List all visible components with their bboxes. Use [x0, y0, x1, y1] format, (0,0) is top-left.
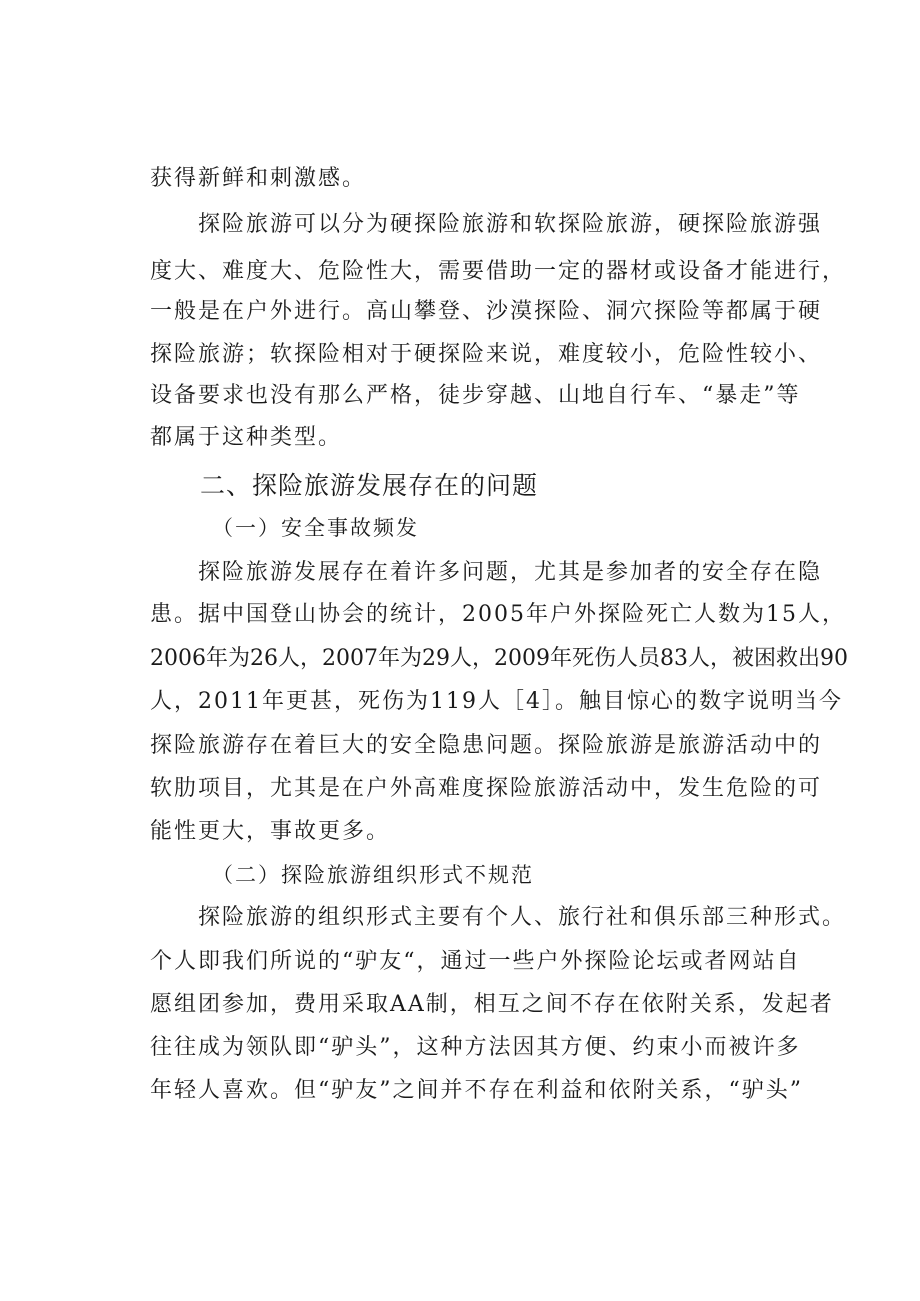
text-line: 软肋项目，尤其是在户外高难度探险旅游活动中，发生危险的可	[150, 776, 823, 801]
text-line: 探险旅游存在着巨大的安全隐患问题。探险旅游是旅游活动中的	[150, 733, 823, 758]
text-line: 获得新鲜和刺激感。	[150, 166, 367, 191]
paragraph-first-line: 探险旅游的组织形式主要有个人、旅行社和俱乐部三种形式。	[198, 905, 847, 930]
text-line: 设备要求也没有那么严格，徒步穿越、山地自行车、“暴走”等	[150, 383, 801, 408]
paragraph-first-line: 探险旅游发展存在着许多问题，尤其是参加者的安全存在隐	[198, 560, 823, 585]
text-line: 能性更大，事故更多。	[150, 819, 391, 844]
text-line: 2006年为26人，2007年为29人，2009年死伤人员83人，被困救出90	[150, 646, 848, 671]
text-line: 都属于这种类型。	[150, 425, 343, 450]
paragraph-first-line: 探险旅游可以分为硬探险旅游和软探险旅游，硬探险旅游强	[198, 212, 823, 237]
text-line: 年轻人喜欢。但“驴友”之间并不存在利益和依附关系，“驴头”	[150, 1078, 803, 1103]
subsection-heading: （二）探险旅游组织形式不规范	[212, 863, 534, 887]
text-line: 个人即我们所说的“驴友“，通过一些户外探险论坛或者网站自	[150, 949, 801, 974]
text-line: 度大、难度大、危险性大，需要借助一定的器材或设备才能进行，	[150, 259, 847, 284]
text-line: 愿组团参加，费用采取AA制，相互之间不存在依附关系，发起者	[150, 992, 834, 1017]
subsection-heading: （一）安全事故频发	[212, 516, 419, 540]
text-line: 往往成为领队即“驴头”，这种方法因其方便、约束小而被许多	[150, 1035, 801, 1060]
text-line: 人，2011年更甚，死伤为119人［4］。触目惊心的数字说明当今	[150, 689, 843, 714]
text-line: 一般是在户外进行。高山攀登、沙漠探险、洞穴探险等都属于硬	[150, 299, 823, 324]
text-line: 探险旅游；软探险相对于硬探险来说，难度较小，危险性较小、	[150, 342, 823, 367]
text-line: 患。据中国登山协会的统计，2005年户外探险死亡人数为15人，	[150, 602, 846, 627]
section-heading: 二、探险旅游发展存在的问题	[200, 471, 539, 500]
